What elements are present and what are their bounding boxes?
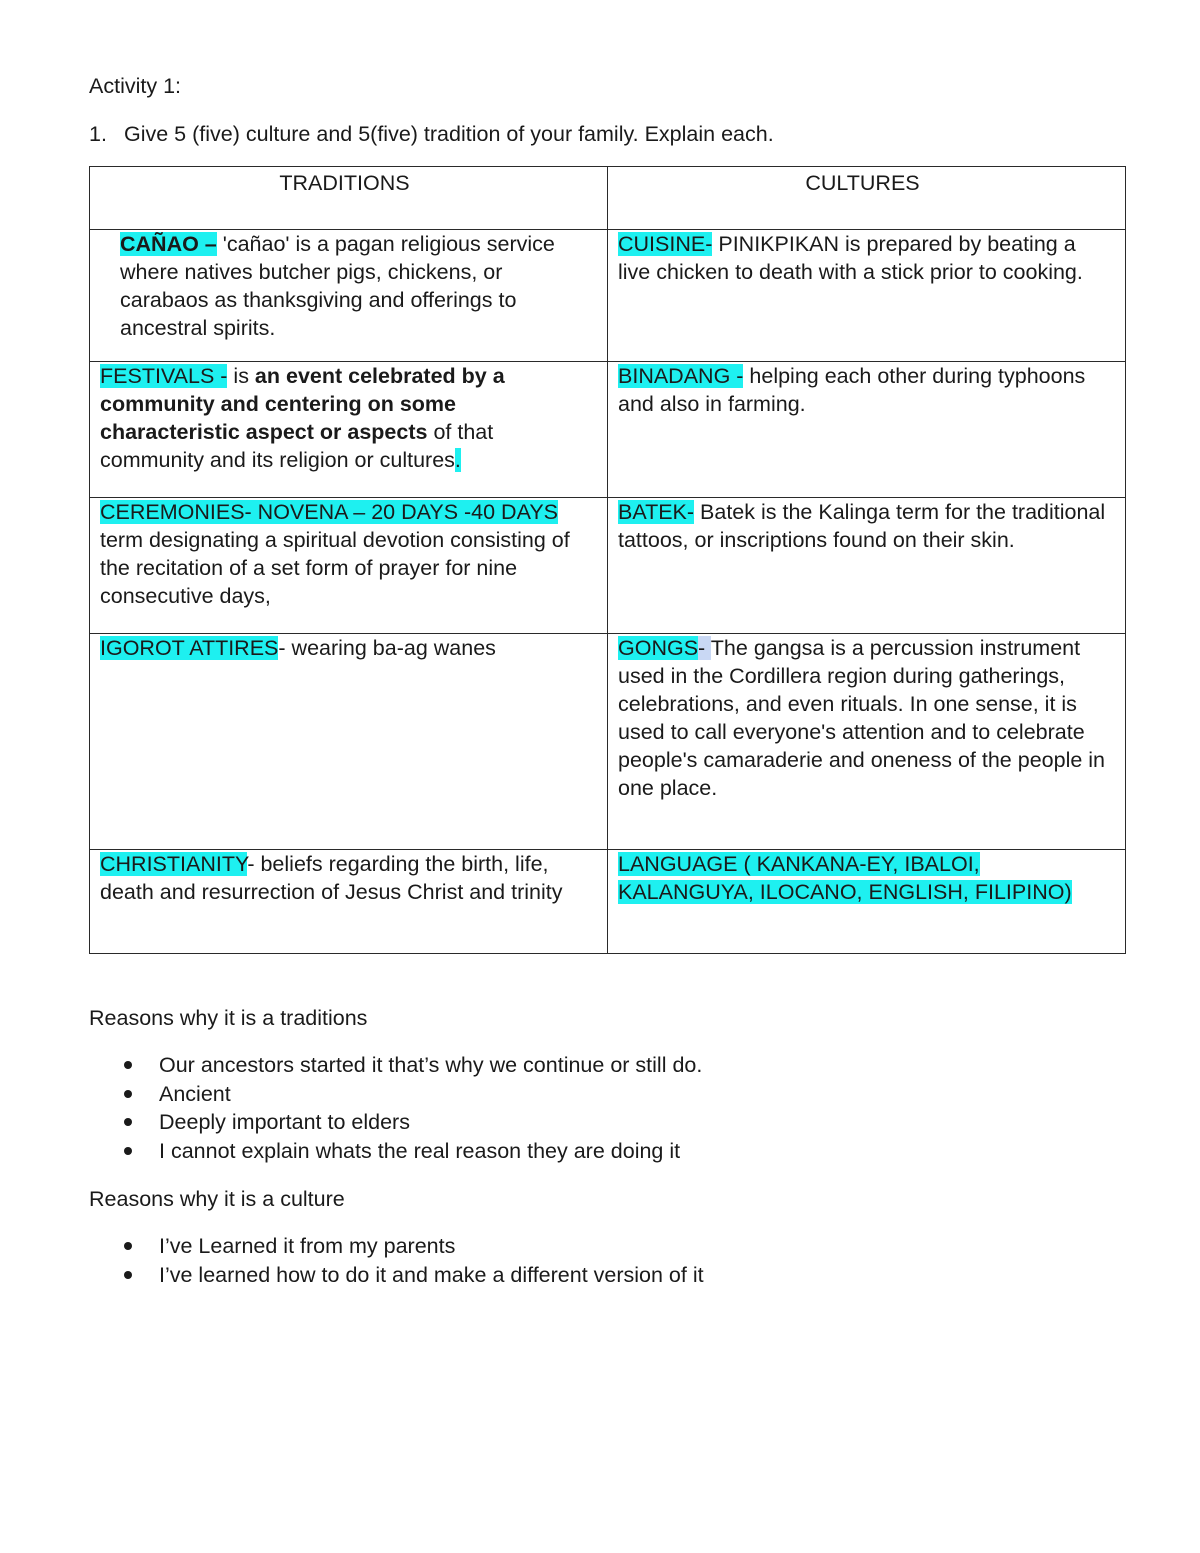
culture-text: PINIKPIKAN is prepared by beating a live chicken to death with a stick prior to cooking. xyxy=(618,232,1083,284)
tradition-term: CAÑAO – xyxy=(120,232,217,256)
tradition-cell xyxy=(90,230,608,362)
tradition-text: - wearing ba-ag wanes xyxy=(278,636,496,660)
question xyxy=(89,120,774,148)
tradition-term: IGOROT ATTIRES xyxy=(100,636,279,660)
list-item: Deeply important to elders xyxy=(89,1108,702,1137)
culture-term: LANGUAGE ( KANKANA-EY, IBALOI, KALANGUYA, ILOCANO, ENGLISH, FILIPINO) xyxy=(618,852,1072,904)
culture-term: BINADANG - xyxy=(618,364,744,388)
tradition-cell xyxy=(90,634,608,850)
question-number: 1. xyxy=(89,122,107,146)
table-row xyxy=(90,362,1126,498)
tradition-text: 'cañao' is a pagan religious service where natives butcher pigs, chickens, or carabaos as thanksgiving and offerings to ancestral spirits. xyxy=(120,232,555,340)
activity-heading: Activity 1: xyxy=(89,74,181,98)
table-row xyxy=(90,230,1126,362)
tradition-bold: an event celebrated by a community and centering on some characteristic aspect or aspects xyxy=(100,364,505,444)
list-item: I’ve learned how to do it and make a different version of it xyxy=(89,1261,704,1290)
culture-term: GONGS xyxy=(618,636,699,660)
tradition-term: CEREMONIES- NOVENA – 20 DAYS -40 DAYS xyxy=(100,500,559,524)
header-traditions: TRADITIONS xyxy=(90,167,608,230)
culture-cell xyxy=(608,362,1126,498)
tradition-text: - beliefs regarding the birth, life, death and resurrection of Jesus Christ and trinity xyxy=(100,852,563,904)
reasons-tradition-list xyxy=(89,1051,702,1165)
culture-term: BATEK- xyxy=(618,500,695,524)
reasons-culture-title: Reasons why it is a culture xyxy=(89,1187,345,1211)
table-row xyxy=(90,850,1126,954)
culture-cell xyxy=(608,850,1126,954)
culture-text: The gangsa is a percussion instrument used in the Cordillera region during gatherings, celebrations, and even rituals. In one sense, it is used to call everyone's attention and to celebrate people's camaraderie and oneness of the people in one place. xyxy=(618,636,1106,800)
reasons-culture-list xyxy=(89,1232,704,1289)
traditions-cultures-table xyxy=(89,166,1126,954)
table-header-row xyxy=(90,167,1126,230)
tradition-text: of that community and its religion or cultures xyxy=(100,420,494,472)
culture-cell xyxy=(608,230,1126,362)
culture-mid: - xyxy=(698,636,711,660)
list-item: Ancient xyxy=(89,1080,702,1109)
list-item: I’ve Learned it from my parents xyxy=(89,1232,704,1261)
culture-cell xyxy=(608,498,1126,634)
culture-term: CUISINE- xyxy=(618,232,713,256)
culture-cell xyxy=(608,634,1126,850)
header-cultures: CULTURES xyxy=(608,167,1126,230)
list-item: Our ancestors started it that’s why we continue or still do. xyxy=(89,1051,702,1080)
question-text: Give 5 (five) culture and 5(five) tradition of your family. Explain each. xyxy=(124,122,774,146)
table-row xyxy=(90,498,1126,634)
tradition-cell xyxy=(90,498,608,634)
tradition-term: CHRISTIANITY xyxy=(100,852,248,876)
reasons-tradition-title: Reasons why it is a traditions xyxy=(89,1006,368,1030)
tradition-cell xyxy=(90,362,608,498)
list-item: I cannot explain whats the real reason they are doing it xyxy=(89,1137,702,1166)
table-row xyxy=(90,634,1126,850)
tradition-cell xyxy=(90,850,608,954)
culture-text: Batek is the Kalinga term for the traditional tattoos, or inscriptions found on their skin. xyxy=(618,500,1106,552)
tradition-term: FESTIVALS - xyxy=(100,364,228,388)
tradition-end: . xyxy=(454,448,461,472)
culture-text: helping each other during typhoons and also in farming. xyxy=(618,364,1086,416)
tradition-text: term designating a spiritual devotion consisting of the recitation of a set form of prayer for nine consecutive days, xyxy=(100,528,570,608)
tradition-pre: is xyxy=(227,364,255,388)
